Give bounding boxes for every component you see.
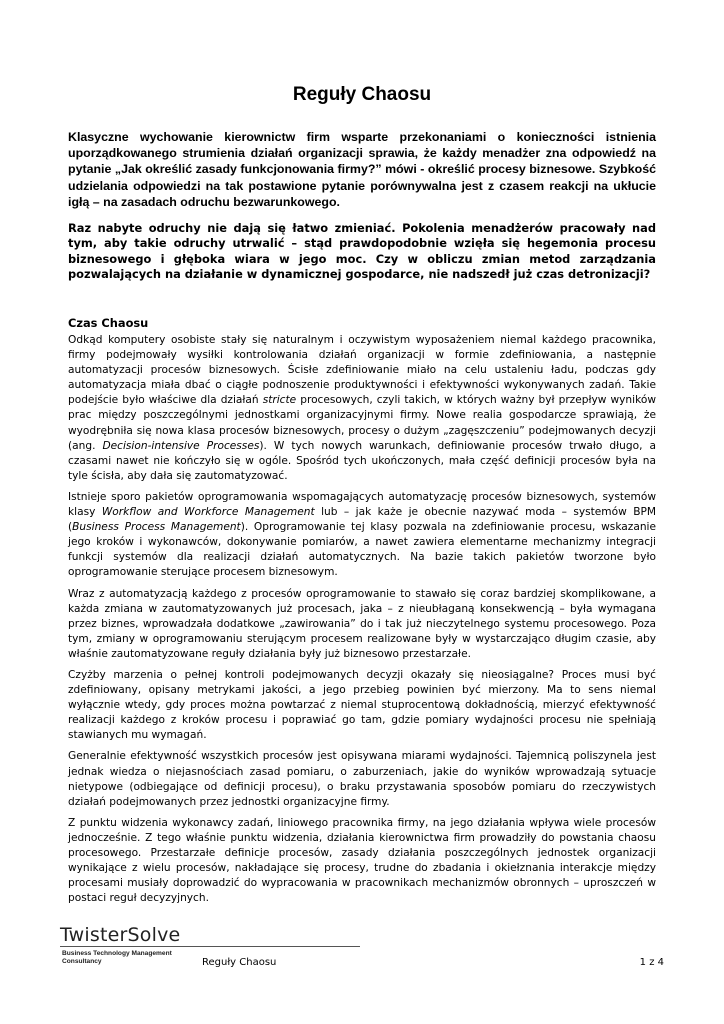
footer-document-title: Reguły Chaosu bbox=[202, 957, 277, 968]
document-title: Reguły Chaosu bbox=[292, 84, 432, 105]
body-text bbox=[68, 333, 656, 912]
section-heading: Czas Chaosu bbox=[68, 316, 149, 330]
italic-term: Workflow and Workforce Management bbox=[101, 506, 315, 519]
body-paragraph-5: Generalnie efektywność wszystkich procesów jest opisywana miarami wydajności. Tajemnicą poliszynela jest jednak wiedza o niejasnościach zasad pomiaru, o zaburzeniach, jakie do wyników wprowadzają sytuacje nietypowe (odbiegające od definicji procesu), o braku przystawania sposobów pomiaru do rzeczywistych działań podejmowanych przez jednostki organizacyjne firmy. bbox=[68, 750, 656, 808]
text-run: lub – jak każe je obecnie nazywać moda – systemów BPM ( bbox=[68, 506, 656, 534]
text-run: ). Oprogramowanie tej klasy pozwala na zdefiniowanie procesu, wskazanie jego kroków i wykonawców, dokonywanie pomiarów, a nawet zawiera elementarne mechanizmy integracji funkcji systemów dla realizacji działań automatycznych. Na bazie takich pakietów tworzone było oprogramowanie sterujące procesem biznesowym. bbox=[68, 521, 656, 579]
lead-paragraph-1: Klasyczne wychowanie kierownictw firm wsparte przekonaniami o konieczności istnienia uporządkowanego strumienia działań organizacji sprawia, że każdy menadżer zna odpowiedź na pytanie „Jak określić zasady funkcjonowania firmy?” mówi - określić procesy biznesowe. Szybkość udzielania odpowiedzi na tak postawione pytanie porównywalna jest z czasem reakcji na ukłucie igłą – na zasadach odruchu bezwarunkowego. bbox=[68, 130, 656, 209]
lead-paragraph-2: Raz nabyte odruchy nie dają się łatwo zmieniać. Pokolenia menadżerów pracowały nad tym, aby takie odruchy utrwalić – stąd prawdopodobnie wzięła się hegemonia procesu biznesowego i głęboka wiara w jego moc. Czy w obliczu zmian metod zarządzania pozwalających na działanie w dynamicznej gospodarce, nie nadszedł już czas detronizacji? bbox=[68, 221, 656, 282]
text-run: Istnieje sporo pakietów oprogramowania wspomagających automatyzację procesów biznesowych, systemów klasy bbox=[68, 490, 656, 519]
italic-term: Decision-intensive Processes bbox=[102, 439, 260, 452]
italic-term: stricte bbox=[262, 394, 297, 407]
italic-term: Business Process Management bbox=[72, 521, 241, 534]
body-paragraph-4: Czyżby marzenia o pełnej kontroli podejmowanych decyzji okazały się nieosiągalne? Proces musi być zdefiniowany, opisany metrykami jakości, a jego przebieg powinien być mierzony. Ma to sens niemal wyłącznie wtedy, gdy proces można powtarzać z niemal stuprocentową dokładnością, mierzyć efektywność realizacji każdego z kroków procesu i poprawiać go tam, gdzie pomiary wydajności procesu nie spełniają stawianych mu wymagań. bbox=[68, 668, 656, 742]
text-run: procesowych, czyli takich, w których ważny był przepływ wyników prac między poszczególnymi jednostkami organizacyjnymi firmy. Nowe realia gospodarcze sprawiają, że wyodrębniła się nowa klasa procesów biznesowych, procesy o dużym „zagęszczeniu” podejmowanych decyzji (ang. bbox=[68, 394, 656, 452]
text-run: ). W tych nowych warunkach, definiowanie procesów trwało długo, a czasami nawet nie kończyło się w ogóle. Spośród tych ukończonych, mała część definicji procesów była na tyle ścisła, aby dała się zautomatyzować. bbox=[68, 439, 656, 482]
company-logo: TwisterSolve bbox=[60, 924, 181, 946]
page-number: 1 z 4 bbox=[639, 957, 664, 968]
body-paragraph-2 bbox=[68, 490, 656, 581]
logo-subtitle bbox=[62, 950, 172, 966]
logo-subtitle-line-2: Consultancy bbox=[62, 958, 102, 965]
logo-subtitle-line-1: Business Technology Management bbox=[62, 950, 172, 957]
body-paragraph-1 bbox=[68, 333, 656, 484]
footer-divider bbox=[60, 946, 360, 947]
text-run: Odkąd komputery osobiste stały się naturalnym i oczywistym wyposażeniem niemal każdego pracownika, firmy podejmowały wysiłki kontrolowania działań organizacji w formie zdefiniowania, a następnie automatyzacji procesów biznesowych. Ścisłe zdefiniowanie miało na celu ustaleniu ładu, podczas gdy automatyzacja miała dbać o ciągłe podnoszenie produktywności i efektywności wykonywanych zadań. Takie podejście było właściwe dla działań bbox=[68, 334, 656, 407]
body-paragraph-6: Z punktu widzenia wykonawcy zadań, liniowego pracownika firmy, na jego działania wpływa wiele procesów jednocześnie. Z tego właśnie punktu widzenia, działania kierownictwa firm prowadziły do powstania chaosu procesowego. Przestarzałe definicje procesów, zasady działania poszczególnych jednostek organizacji wynikające z wielu procesów, nakładające się procesy, trudne do zbadania i okiełznania interakcje między procesami musiały doprowadzić do wypracowania w pracownikach mechanizmów obronnych – uproszczeń w postaci reguł decyzyjnych. bbox=[68, 816, 656, 905]
body-paragraph-3: Wraz z automatyzacją każdego z procesów oprogramowanie to stawało się coraz bardziej skomplikowane, a każda zmiana w zautomatyzowanych już procesach, jaka – z nieubłaganą konsekwencją – była wymagana przez biznes, wprowadzała dodatkowe „zawirowania” do i tak już nieczytelnego systemu procesowego. Poza tym, zmiany w oprogramowaniu sterującym procesem realizowane były w wystarczająco długim czasie, aby właśnie zautomatyzowane reguły działania były już biznesowo przestarzałe. bbox=[68, 587, 656, 660]
